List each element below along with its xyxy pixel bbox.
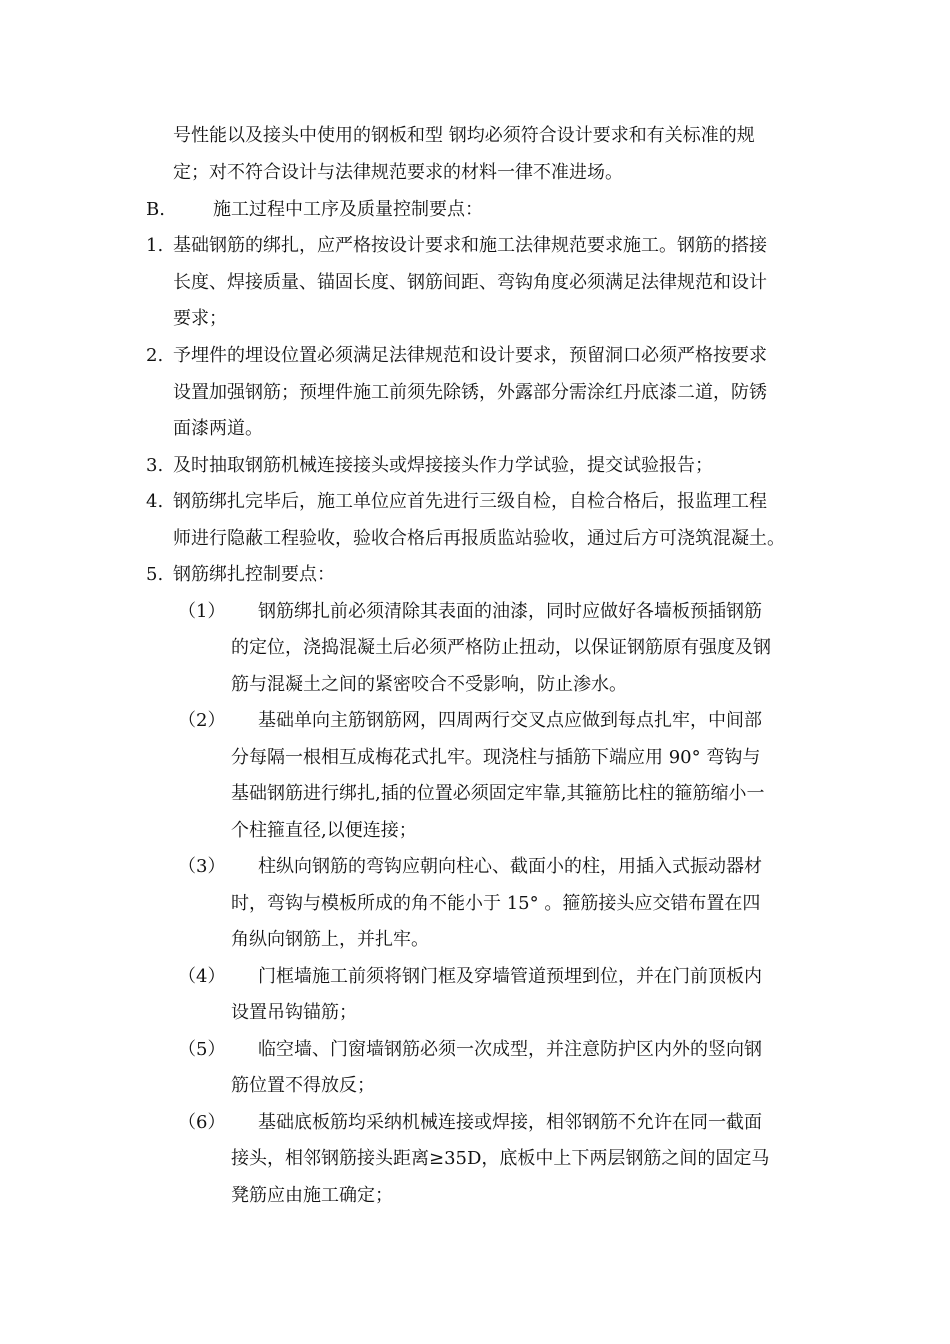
sub-item-line: 钢筋绑扎前必须清除其表面的油漆，同时应做好各墙板预插钢筋 bbox=[258, 601, 762, 622]
sub-item-line: 个柱箍直径,以便连接； bbox=[231, 820, 417, 841]
list-item-number: 4. bbox=[146, 491, 164, 512]
sub-item-number: （3） bbox=[178, 856, 226, 877]
sub-item-number: （2） bbox=[178, 710, 226, 731]
list-item-line: 钢筋绑扎控制要点： bbox=[173, 564, 335, 585]
sub-item-number: （4） bbox=[178, 966, 226, 987]
sub-item-line: 凳筋应由施工确定； bbox=[231, 1185, 393, 1206]
list-item-line: 面漆两道。 bbox=[173, 418, 263, 439]
list-item-line: 师进行隐蔽工程验收，验收合格后再报质监站验收，通过后方可浇筑混凝土。 bbox=[173, 528, 785, 549]
sub-item-line: 临空墙、门窗墙钢筋必须一次成型，并注意防护区内外的竖向钢 bbox=[258, 1039, 762, 1060]
section-title: 施工过程中工序及质量控制要点： bbox=[213, 199, 483, 220]
sub-item-line: 角纵向钢筋上，并扎牢。 bbox=[231, 929, 429, 950]
sub-item-line: 筋位置不得放反； bbox=[231, 1075, 375, 1096]
sub-item-line: 基础底板筋均采纳机械连接或焊接，相邻钢筋不允许在同一截面 bbox=[258, 1112, 762, 1133]
list-item-number: 5. bbox=[146, 564, 164, 585]
sub-item-line: 分每隔一根相互成梅花式扎牢。现浇柱与插筋下端应用 90° 弯钩与 bbox=[231, 747, 761, 768]
section-label: B. bbox=[146, 199, 165, 220]
paragraph-line: 号性能以及接头中使用的钢板和型 钢均必须符合设计要求和有关标准的规 bbox=[173, 125, 755, 146]
sub-item-line: 柱纵向钢筋的弯钩应朝向柱心、截面小的柱，用插入式振动器材 bbox=[258, 856, 762, 877]
sub-item-number: （5） bbox=[178, 1039, 226, 1060]
sub-item-line: 时，弯钩与模板所成的角不能小于 15° 。箍筋接头应交错布置在四 bbox=[231, 893, 761, 914]
sub-item-line: 基础单向主筋钢筋网，四周两行交叉点应做到每点扎牢，中间部 bbox=[258, 710, 762, 731]
list-item-line: 设置加强钢筋；预埋件施工前须先除锈，外露部分需涂红丹底漆二道，防锈 bbox=[173, 382, 767, 403]
sub-item-line: 接头，相邻钢筋接头距离≥35D，底板中上下两层钢筋之间的固定马 bbox=[231, 1148, 770, 1169]
sub-item-line: 的定位，浇捣混凝土后必须严格防止扭动，以保证钢筋原有强度及钢 bbox=[231, 637, 771, 658]
sub-item-line: 基础钢筋进行绑扎,插的位置必须固定牢靠,其箍筋比柱的箍筋缩小一 bbox=[231, 783, 765, 804]
sub-item-line: 筋与混凝土之间的紧密咬合不受影响，防止渗水。 bbox=[231, 674, 627, 695]
list-item-line: 及时抽取钢筋机械连接接头或焊接接头作力学试验，提交试验报告； bbox=[173, 455, 713, 476]
list-item-line: 钢筋绑扎完毕后，施工单位应首先进行三级自检，自检合格后，报监理工程 bbox=[173, 491, 767, 512]
list-item-number: 1. bbox=[146, 235, 164, 256]
paragraph-line: 定；对不符合设计与法律规范要求的材料一律不准进场。 bbox=[173, 162, 623, 183]
list-item-line: 基础钢筋的绑扎，应严格按设计要求和施工法律规范要求施工。钢筋的搭接 bbox=[173, 235, 767, 256]
list-item-line: 予埋件的埋设位置必须满足法律规范和设计要求，预留洞口必须严格按要求 bbox=[173, 345, 767, 366]
sub-item-number: （1） bbox=[178, 601, 226, 622]
sub-item-line: 门框墙施工前须将钢门框及穿墙管道预埋到位，并在门前顶板内 bbox=[258, 966, 762, 987]
list-item-number: 3. bbox=[146, 455, 164, 476]
sub-item-line: 设置吊钩锚筋； bbox=[231, 1002, 357, 1023]
list-item-number: 2. bbox=[146, 345, 164, 366]
list-item-line: 要求； bbox=[173, 308, 227, 329]
list-item-line: 长度、焊接质量、锚固长度、钢筋间距、弯钩角度必须满足法律规范和设计 bbox=[173, 272, 767, 293]
sub-item-number: （6） bbox=[178, 1112, 226, 1133]
